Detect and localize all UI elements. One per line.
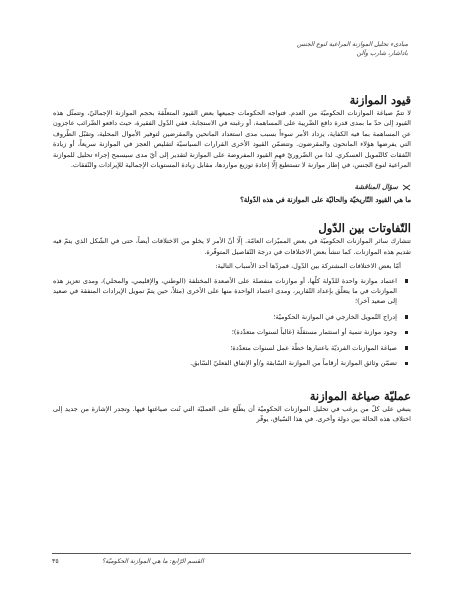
differences-list	[53, 276, 411, 369]
footer-divider	[52, 553, 411, 554]
section-budget-process-body: ينبغي على كلّ من يرغب في تحليل الموازنات الحكوميّة أن يطّلع على العمليّة التي تُنت صياغتها فيها. وتجدر الإشارة من جديد إلى اختلاف هذه الحالة بين دولة وأخرى. في هذا السّياق، يوفّر	[53, 404, 411, 423]
section-country-differences-title: التّفاوتات بين الدّول	[318, 221, 411, 236]
list-item: إدراج التّمويل الخارجي في الموازنة الحكوميّة؛	[53, 312, 397, 322]
bullet-icon	[405, 346, 409, 350]
bullet-icon	[405, 279, 409, 283]
section-budget-constraints-title: قيود الموازنة	[349, 93, 411, 107]
discussion-question-box	[53, 182, 411, 206]
section-country-differences-body: تتشارك سائر الموازنات الحكوميّة في بعض المميّزات العامّة. إلّا أنّ الأمر لا يخلو من الاختلافات أيضاً، حتى في الشّكل الذي يتمّ فيه تقديم هذه الموازنات. كما تنشأ بعض الاختلافات في درجة التّفاصيل المتوفّرة.	[53, 237, 411, 256]
section-budget-constraints-body: لا تتمّ صياغة الموازنات الحكوميّة من العدم. فتواجه الحكومات جميعها بعض القيود المتعلّقة بحجم الموازنة الإجماليّ، وتتمثّل هذه القيود إلى حدّ ما بمدى قدرة دافع الضّريبة على المساهمة، أو رغبته في الاستجابة. ففي الدّول الفقيرة، حيث دافعو الضّرائب عاجزون عن المساهمة بما فيه الكفاية، يزداد الأمر سوءاً بسبب مدى استعداد المانحين والمقرضين لتوفير الأموال المحلية، وتقبّل الظّروف التي يفرضها هؤلاء المانحون والمقرضون. وتتضمّن القيود الأخرى القرارات السياسيّة لتقليص العجز في الموازنة سريعاً، أو زيادة النّفقات كالتّمويل العسكري. لذا من الضّروريّ فهم القيود المفروضة على الموازنة لتقدير إلى أيّ مدى سيسمح إجراء تحليل للموازنة المراعية لنوع الجنس، في إطار موازنة لا تستطيع إلّا إعادة توزيع مواردها، مقابل زيادة المستويات الإجمالية للإيرادات والنّفقات.	[53, 109, 411, 170]
running-head	[208, 40, 408, 58]
discussion-question: ما هي القيود التّاريخيّة والحاليّة على الموازنة في هذه الدّولة؟	[240, 196, 411, 205]
running-head-authors: باداشار، شارب وآلن	[356, 50, 408, 57]
footer-chapter-title: القسم الرّابع: ما هي الموازنة الحكوميّة؟	[102, 558, 204, 565]
bullet-icon	[405, 331, 409, 335]
list-item: اعتماد موازنة واحدة للدّولة كلّها، أو موازنات منفصلة على الأصعدة المختلفة (الوطني، والإقليمي، والمحلي)، ومدى تعزيز هذه الموازنات في ما يتعلّق بإعداد التّقارير، ومدى اعتماد الواحدة منها على الأخرى (مثلاً، حين يتمّ تمويل الإيرادات المنفقة في صعيد إلى صعيد آخر)؛	[53, 276, 397, 307]
discussion-icon	[402, 183, 411, 192]
discussion-label: سؤال المناقشة	[354, 183, 398, 192]
page-number: ٣٥	[52, 558, 59, 565]
list-item: وجود موازنة تنمية أو استثمار مستقلّة (غالباً لسنوات متعدّدة)؛	[53, 327, 397, 337]
page-footer	[52, 557, 411, 569]
list-item: تضمّن وثائق الموازنة أرقاماً من الموازنة السّابقة و/أو الإنفاق الفعليّ السّابق.	[53, 358, 397, 368]
main-content	[53, 92, 411, 424]
bullet-icon	[405, 362, 409, 366]
section-country-differences-intro: أمّا بعض الاختلافات المشتركة بين الدّول، فمردّها أحد الأسباب التالية:	[215, 262, 401, 271]
bullet-icon	[405, 315, 409, 319]
section-budget-process-title: عمليّة صياغة الموازنة	[309, 388, 411, 403]
running-head-title: مبادىء تحليل الموازنة المراعية لنوع الجنس	[296, 41, 408, 48]
list-item: صياغة الموازنات الفرديّة باعتبارها خطّة عمل لسنوات متعدّدة؛	[53, 343, 397, 353]
